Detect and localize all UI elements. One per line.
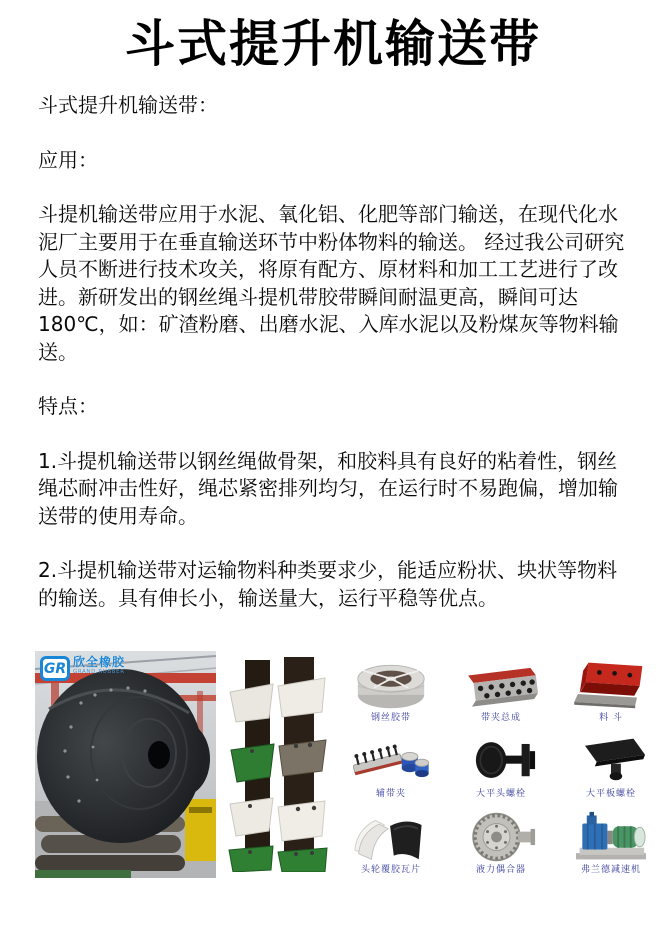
product-card — [446, 650, 556, 726]
product-caption: 液力偶合器 — [475, 865, 526, 875]
feature-item-2: 2.斗提机输送带对运输物料种类要求少，能适应粉状、块状等物料的输送。具有伸长小，输送量大，运行平稳等优点。 — [38, 558, 618, 610]
brand-logo — [40, 656, 125, 681]
product-caption: 头轮覆胶瓦片 — [360, 865, 421, 875]
product-caption: 带夹总成 — [480, 713, 521, 723]
product-card — [336, 650, 446, 726]
application-text: 斗提机输送带应用于水泥、氧化铝、化肥等部门输送，在现代化水泥厂主要用于在垂直输送环节中粉体物料的输送。 经过我公司研究人员不断进行技术攻关，将原有配方、原材料和加工工艺进行了改进。新研发出的钢丝绳斗提机带胶带瞬间耐温更高，瞬间可达180℃，如：矿渣粉磨、出磨水泥、入库水泥以及粉煤灰等物料输送。 — [38, 202, 625, 364]
fluid-coupling-icon — [459, 811, 543, 863]
conveyor-belt-roll-photo — [35, 651, 216, 878]
brand-name-en: GRAND RUBBER — [73, 669, 125, 675]
application-heading: 应用： — [38, 147, 98, 172]
grand-rubber-logo-icon: GR — [40, 656, 70, 681]
features-heading: 特点： — [38, 394, 98, 418]
auxiliary-belt-clamp-icon — [349, 735, 433, 787]
steel-wire-belt-roll-icon — [349, 659, 433, 711]
belt-roll-illustration — [35, 651, 216, 878]
product-caption: 大平头螺栓 — [475, 789, 526, 799]
hopper-bucket-icon — [569, 659, 653, 711]
flat-plate-bolt-icon — [569, 735, 653, 787]
product-card — [336, 726, 446, 802]
product-caption: 料 斗 — [599, 713, 623, 723]
product-grid — [336, 650, 666, 878]
product-caption: 大平板螺栓 — [585, 789, 636, 799]
product-card — [446, 726, 556, 802]
belt-clamp-assembly-icon — [459, 659, 543, 711]
product-card — [556, 726, 666, 802]
page-title: 斗式提升机输送带 — [125, 15, 541, 73]
product-card — [446, 802, 556, 878]
product-card — [556, 802, 666, 878]
product-card — [336, 802, 446, 878]
article-body — [38, 92, 632, 639]
product-caption: 钢丝胶带 — [370, 713, 411, 723]
product-card — [556, 650, 666, 726]
product-caption: 辅带夹 — [375, 789, 406, 799]
head-pulley-rubber-tile-icon — [349, 813, 433, 863]
flender-reducer-icon — [569, 811, 653, 863]
elevator-bucket-display-photo — [228, 656, 332, 872]
flat-head-bolt-icon — [459, 735, 543, 787]
feature-item-1: 1.斗提机输送带以钢丝绳做骨架，和胶料具有良好的粘着性，钢丝绳芯耐冲击性好，绳芯紧密排列均匀，在运行时不易跑偏，增加输送带的使用寿命。 — [38, 448, 618, 528]
product-caption: 弗兰德减速机 — [580, 865, 641, 875]
article-subtitle: 斗式提升机输送带： — [38, 93, 218, 117]
bucket-display-illustration — [228, 656, 332, 872]
brand-name-cn: 欣全橡胶 — [73, 655, 126, 669]
